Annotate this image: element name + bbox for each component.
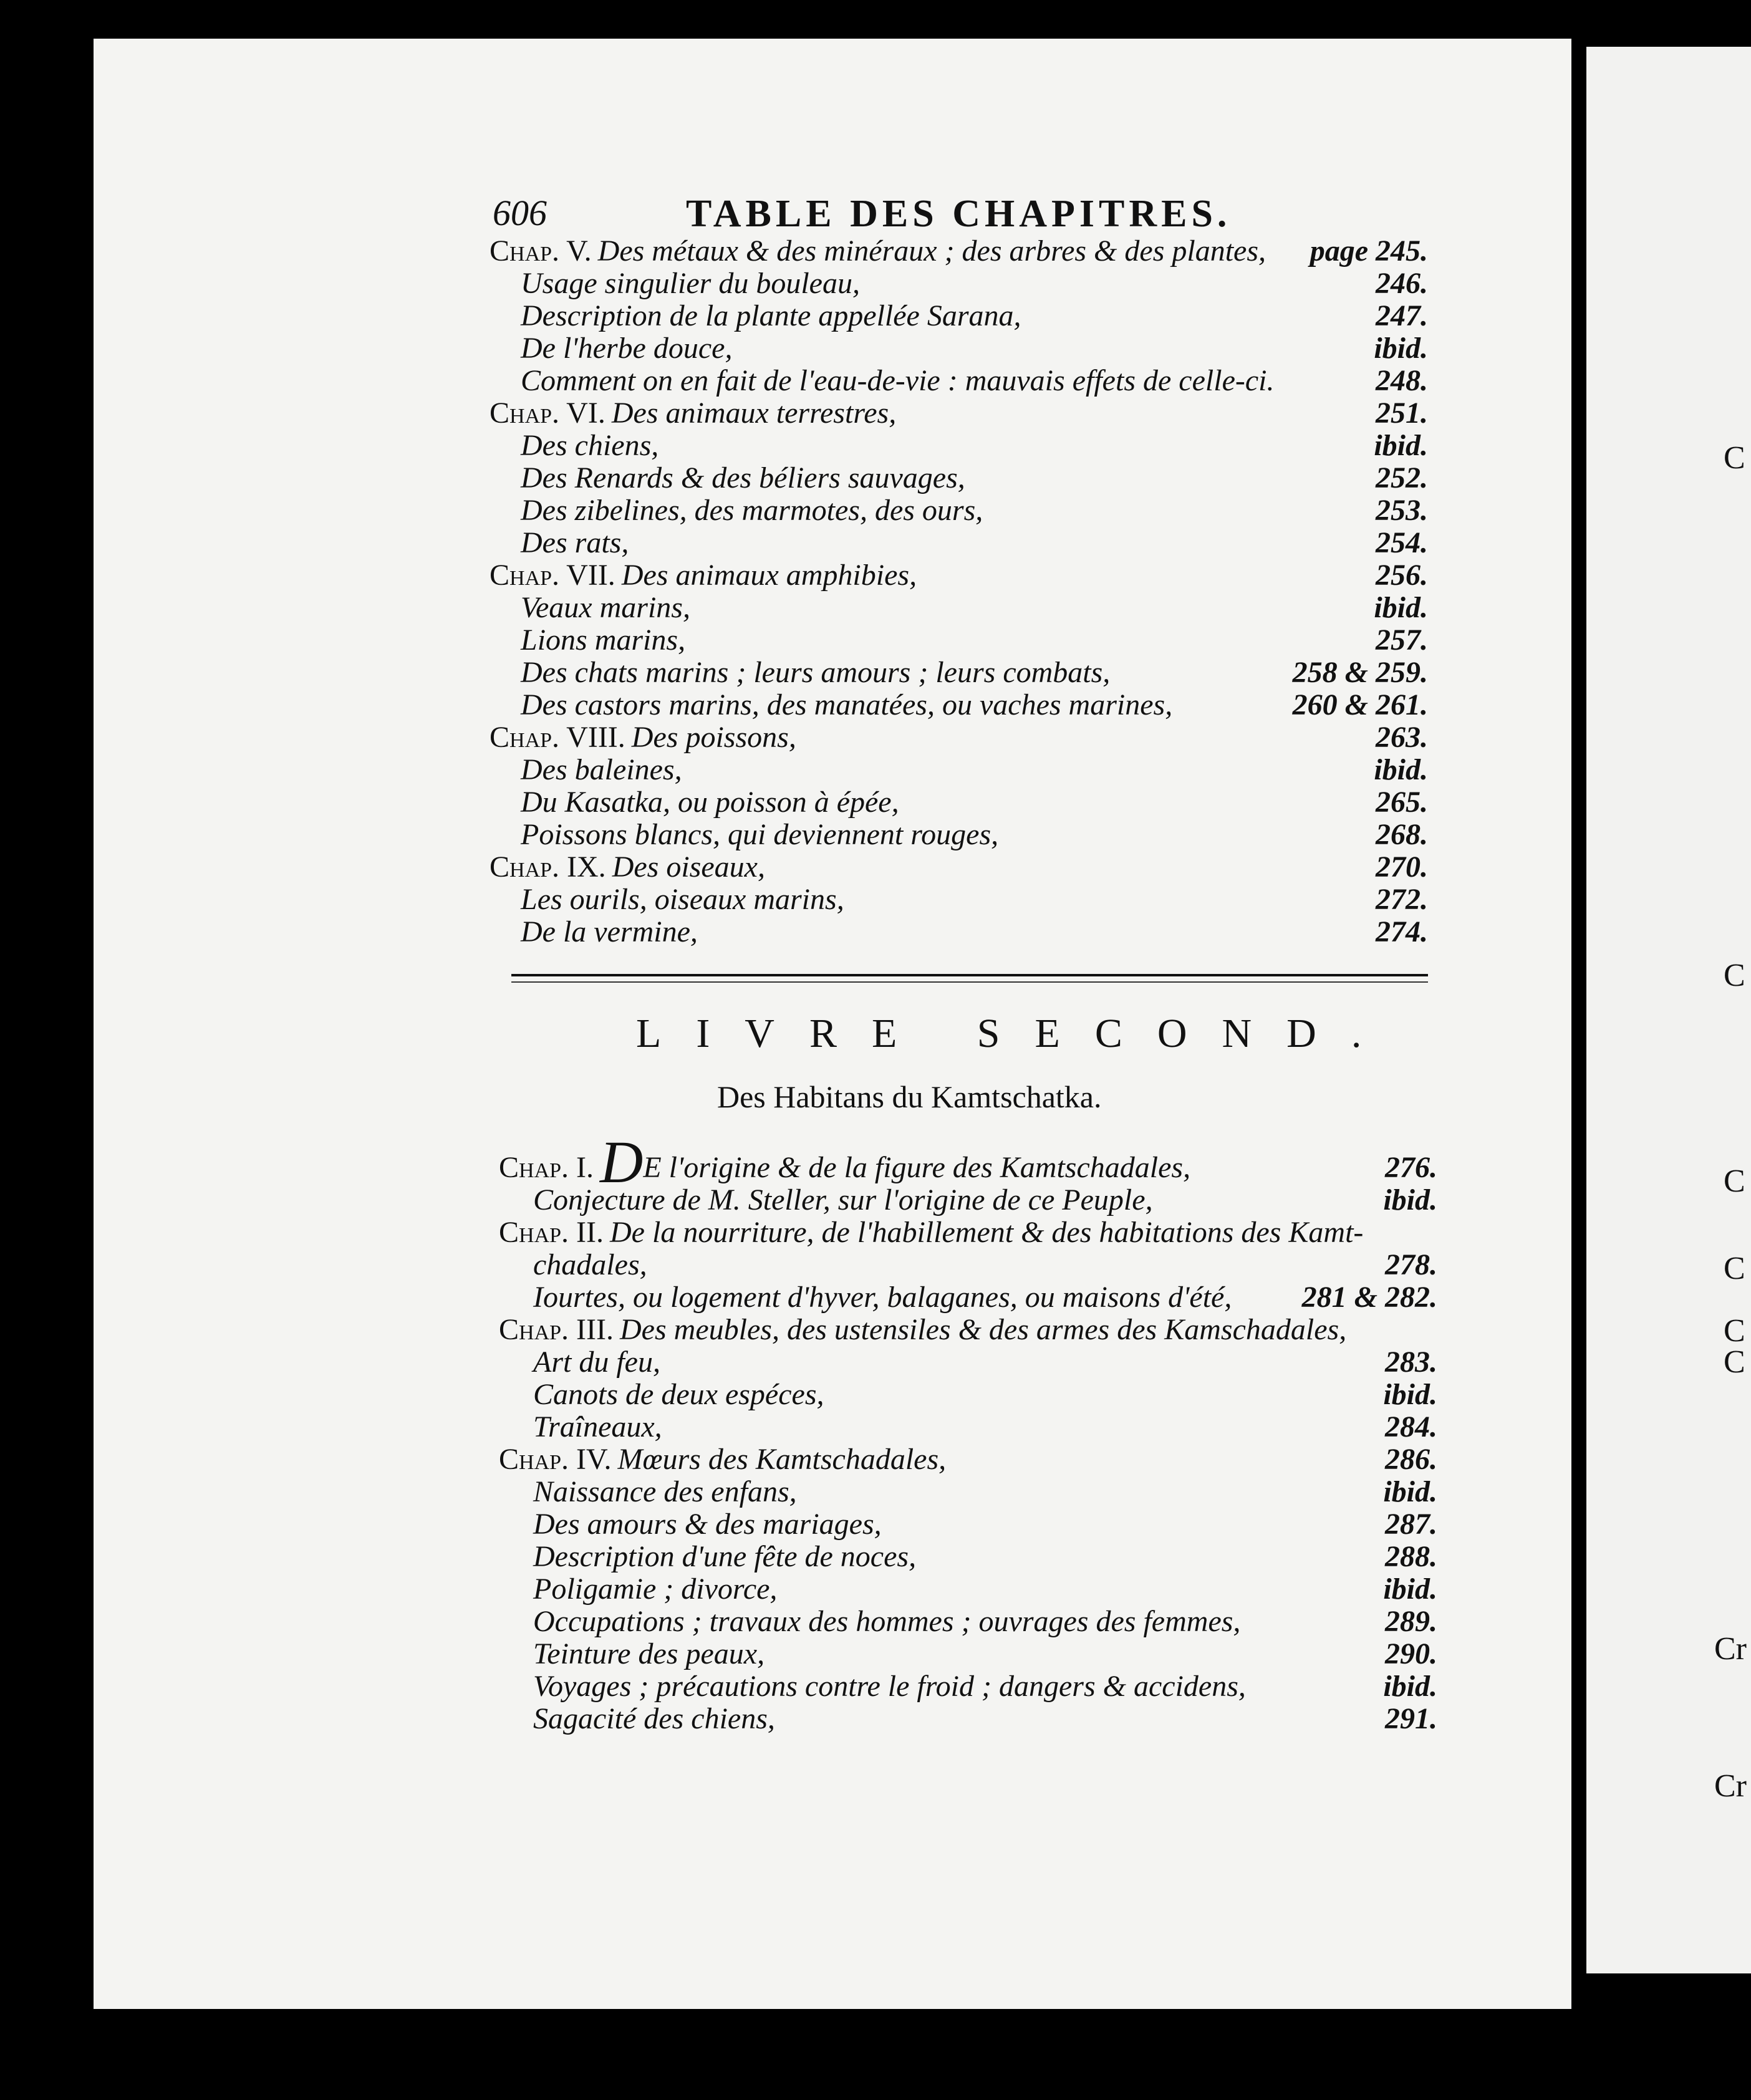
book-subtitle: Des Habitans du Kamtschatka.	[717, 1079, 1102, 1114]
toc-entry-text	[521, 526, 629, 560]
toc-entry	[521, 364, 1428, 401]
entry-title: Des rats,	[521, 526, 629, 559]
entry-title: Des baleines,	[521, 753, 682, 786]
chapter-label: Chap. III.	[499, 1313, 614, 1346]
toc-entry	[521, 590, 1428, 628]
toc-entry-text	[521, 882, 844, 917]
toc-entry	[533, 1475, 1437, 1512]
entry-page: 253.	[1376, 494, 1428, 527]
entry-title: De l'herbe douce,	[521, 332, 733, 365]
entry-page: 278.	[1385, 1248, 1437, 1281]
toc-entry-text	[499, 1215, 1363, 1250]
toc-entry-text	[521, 364, 1275, 398]
entry-title: Art du feu,	[533, 1346, 660, 1379]
chapter-label: Chap. I.	[499, 1151, 594, 1184]
entry-page: 290.	[1385, 1637, 1437, 1670]
entry-page: 260 & 261.	[1292, 688, 1428, 721]
toc-entry-text	[521, 623, 685, 657]
toc-entry	[533, 1183, 1437, 1220]
entry-title: Des chats marins ; leurs amours ; leurs combats,	[521, 656, 1111, 689]
chapter-label: Chap. V.	[490, 234, 592, 267]
entry-title: Lions marins,	[521, 624, 686, 657]
entry-page: 291.	[1385, 1702, 1437, 1735]
toc-entry-text	[521, 655, 1110, 690]
facing-page-fragment: Cr	[1714, 1768, 1747, 1804]
facing-page-fragment: C	[1724, 1251, 1745, 1286]
entry-title: Des meubles, des ustensiles & des armes des Kamschadales,	[620, 1313, 1347, 1346]
entry-title: Des animaux amphibies,	[621, 559, 917, 592]
entry-page: 274.	[1376, 915, 1428, 948]
toc-entry-text	[490, 396, 896, 430]
entry-page: 246.	[1376, 267, 1428, 300]
entry-title: Du Kasatka, ou poisson à épée,	[521, 786, 899, 819]
chapter-label: Chap. VII.	[490, 559, 615, 592]
toc-entry-text	[521, 331, 732, 365]
entry-title: Conjecture de M. Steller, sur l'origine de ce Peuple,	[533, 1183, 1153, 1216]
toc-entry	[521, 753, 1428, 790]
entry-page: 263.	[1376, 721, 1428, 754]
chapter-label: Chap. VI.	[490, 397, 605, 430]
entry-title: Des castors marins, des manatées, ou vaches marines,	[521, 688, 1173, 721]
toc-entry	[499, 1215, 1437, 1253]
entry-page: 284.	[1385, 1410, 1437, 1443]
toc-entry-text	[533, 1377, 824, 1412]
toc-entry	[533, 1280, 1437, 1317]
toc-entry-text	[533, 1539, 916, 1574]
entry-title: Description de la plante appellée Sarana,	[521, 299, 1021, 332]
entry-title: Occupations ; travaux des hommes ; ouvrages des femmes,	[533, 1605, 1241, 1638]
toc-entry-text	[533, 1280, 1232, 1314]
entry-title: Description d'une fête de noces,	[533, 1540, 917, 1573]
toc-entry	[533, 1345, 1437, 1382]
toc-entry	[521, 331, 1428, 368]
entry-page: 268.	[1376, 818, 1428, 851]
toc-entry	[533, 1410, 1437, 1447]
toc-entry-text	[533, 1637, 765, 1671]
entry-page: 252.	[1376, 461, 1428, 494]
toc-entry	[521, 461, 1428, 498]
facing-page-fragment: C	[1724, 440, 1745, 476]
entry-title: Traîneaux,	[533, 1410, 662, 1443]
entry-title: Canots de deux espéces,	[533, 1378, 824, 1411]
toc-entry	[521, 493, 1428, 531]
toc-entry-text	[533, 1183, 1153, 1217]
toc-entry-text	[521, 428, 658, 463]
toc-entry	[533, 1248, 1437, 1285]
entry-title: Naissance des enfans,	[533, 1475, 797, 1508]
toc-entry-text	[521, 299, 1021, 333]
toc-entry	[521, 623, 1428, 660]
toc-entry	[490, 234, 1428, 271]
toc-entry-text	[533, 1345, 660, 1379]
facing-page-fragment: C	[1724, 1344, 1745, 1380]
toc-entry	[490, 558, 1428, 595]
entry-page: 272.	[1376, 883, 1428, 916]
toc-entry-text	[533, 1248, 647, 1282]
toc-entry	[490, 850, 1428, 887]
section-divider	[511, 974, 1428, 976]
page-number: 606	[493, 193, 547, 233]
toc-entry	[521, 266, 1428, 304]
entry-page: 257.	[1376, 624, 1428, 657]
toc-entry	[521, 817, 1428, 855]
entry-page: page 245.	[1310, 234, 1428, 267]
chapter-label: Chap. IX.	[490, 850, 606, 884]
toc-entry-text	[499, 1312, 1346, 1347]
entry-title: Comment on en fait de l'eau-de-vie : mauvais effets de celle-ci.	[521, 364, 1275, 397]
entry-page: 265.	[1376, 786, 1428, 819]
entry-page: 254.	[1376, 526, 1428, 559]
entry-page: ibid.	[1374, 332, 1428, 365]
toc-entry-text	[499, 1129, 1191, 1195]
toc-entry	[521, 688, 1428, 725]
entry-page: ibid.	[1374, 429, 1428, 462]
entry-page: 256.	[1376, 559, 1428, 592]
entry-page: ibid.	[1383, 1378, 1437, 1411]
toc-entry-text	[490, 234, 1266, 268]
facing-page-fragment: Cr	[1714, 1631, 1747, 1667]
entry-title: E l'origine & de la figure des Kamtschadales,	[643, 1151, 1191, 1184]
entry-title: Des zibelines, des marmotes, des ours,	[521, 494, 983, 527]
entry-title: chadales,	[533, 1248, 647, 1281]
entry-page: 276.	[1385, 1151, 1437, 1184]
entry-page: 283.	[1385, 1346, 1437, 1379]
toc-entry-text	[533, 1604, 1240, 1639]
entry-title: Des poissons,	[631, 721, 796, 754]
facing-page-fragment: C	[1724, 1313, 1745, 1349]
entry-page: 270.	[1376, 850, 1428, 884]
book-title: LIVRE SECOND.	[636, 1011, 1397, 1056]
toc-entry-text	[521, 688, 1172, 722]
entry-page: 286.	[1385, 1443, 1437, 1476]
toc-entry	[533, 1702, 1437, 1739]
entry-page: 289.	[1385, 1605, 1437, 1638]
entry-title: Des Renards & des béliers sauvages,	[521, 461, 965, 494]
drop-cap: D	[600, 1129, 644, 1195]
toc-entry-text	[533, 1410, 662, 1444]
entry-title: De la vermine,	[521, 915, 698, 948]
page-gutter	[1571, 39, 1586, 2009]
toc-entry-text	[533, 1475, 797, 1509]
entry-title: Les ourils, oiseaux marins,	[521, 883, 844, 916]
entry-page: 258 & 259.	[1292, 656, 1428, 689]
entry-page: 287.	[1385, 1508, 1437, 1541]
chapter-label: Chap. VIII.	[490, 721, 625, 754]
page-title: TABLE DES CHAPITRES.	[686, 193, 1232, 235]
toc-entry	[533, 1669, 1437, 1707]
toc-entry	[499, 1129, 1437, 1195]
entry-page: ibid.	[1374, 591, 1428, 624]
toc-entry-text	[521, 590, 690, 625]
entry-title: Poligamie ; divorce,	[533, 1573, 778, 1606]
entry-page: 281 & 282.	[1301, 1281, 1437, 1314]
section-divider-thin	[511, 981, 1428, 983]
facing-page-fragment: C	[1724, 958, 1745, 993]
entry-title: De la nourriture, de l'habillement & des habitations des Kamt-	[610, 1216, 1364, 1249]
entry-page: 251.	[1376, 397, 1428, 430]
toc-entry	[533, 1637, 1437, 1674]
entry-page: ibid.	[1383, 1183, 1437, 1216]
entry-title: Teinture des peaux,	[533, 1637, 765, 1670]
entry-title: Voyages ; précautions contre le froid ; dangers & accidens,	[533, 1670, 1246, 1703]
chapter-label: Chap. II.	[499, 1216, 604, 1249]
entry-title: Mœurs des Kamtschadales,	[617, 1443, 947, 1476]
entry-title: Iourtes, ou logement d'hyver, balaganes, ou maisons d'été,	[533, 1281, 1232, 1314]
toc-entry-text	[533, 1507, 882, 1541]
entry-page: ibid.	[1383, 1475, 1437, 1508]
entry-title: Sagacité des chiens,	[533, 1702, 775, 1735]
toc-entry-text	[521, 753, 682, 787]
toc-entry	[521, 915, 1428, 952]
toc-entry	[521, 526, 1428, 563]
entry-title: Des oiseaux,	[612, 850, 765, 884]
toc-entry	[521, 882, 1428, 920]
toc-entry-text	[521, 493, 983, 527]
toc-entry-text	[521, 817, 998, 852]
toc-entry	[521, 785, 1428, 822]
toc-entry-text	[490, 558, 917, 592]
toc-entry-text	[490, 850, 765, 884]
facing-page	[1586, 47, 1751, 1973]
toc-entry	[533, 1572, 1437, 1609]
toc-entry-text	[533, 1572, 777, 1606]
entry-page: ibid.	[1383, 1670, 1437, 1703]
toc-entry-text	[521, 266, 860, 301]
toc-entry	[533, 1507, 1437, 1544]
entry-title: Poissons blancs, qui deviennent rouges,	[521, 818, 999, 851]
entry-title: Des chiens,	[521, 429, 659, 462]
toc-entry	[533, 1539, 1437, 1577]
toc-entry	[499, 1442, 1437, 1480]
toc-entry	[521, 655, 1428, 693]
chapter-label: Chap. IV.	[499, 1443, 612, 1476]
toc-entry-text	[490, 720, 796, 754]
entry-page: 288.	[1385, 1540, 1437, 1573]
toc-entry-text	[521, 785, 899, 819]
toc-entry	[490, 720, 1428, 758]
toc-entry	[533, 1377, 1437, 1415]
entry-page: 247.	[1376, 299, 1428, 332]
toc-entry-text	[499, 1442, 946, 1476]
entry-title: Usage singulier du bouleau,	[521, 267, 860, 300]
toc-entry-text	[521, 915, 698, 949]
entry-title: Des métaux & des minéraux ; des arbres & des plantes,	[597, 234, 1266, 267]
toc-entry	[533, 1604, 1437, 1642]
entry-page: ibid.	[1374, 753, 1428, 786]
toc-entry-text	[533, 1669, 1246, 1703]
toc-entry-text	[521, 461, 965, 495]
toc-entry	[499, 1312, 1437, 1350]
entry-page: ibid.	[1383, 1573, 1437, 1606]
toc-entry	[521, 299, 1428, 336]
entry-page: 248.	[1376, 364, 1428, 397]
entry-title: Veaux marins,	[521, 591, 690, 624]
entry-title: Des amours & des mariages,	[533, 1508, 882, 1541]
toc-entry-text	[533, 1702, 775, 1736]
toc-entry	[490, 396, 1428, 433]
toc-entry	[521, 428, 1428, 466]
entry-title: Des animaux terrestres,	[611, 397, 897, 430]
facing-page-fragment: C	[1724, 1163, 1745, 1199]
